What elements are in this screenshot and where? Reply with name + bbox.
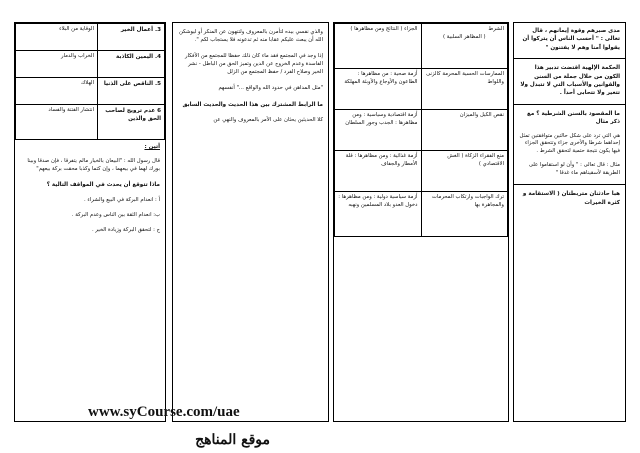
cause-cell: 5. الناقص على الذنيا [98,78,165,105]
header-condition [421,24,508,69]
paragraph: الحكمة الإلهية اقتضت تدبير هذا الكون من خلال جملة من السنن والقوانين والأسباب التي لا تتبدل ولا تتغير ولا تتحابى أحداً . [520,65,620,97]
result-cell: الوقاية من البلاء [16,24,98,51]
result-cell: انتشار الفتنة والفساد [16,105,98,140]
table-row [16,105,165,140]
condition-cell: الممارسات الحسية المحرمة كالزنى واللواط [421,69,508,110]
divider [514,184,625,185]
answer-text: كلا الحديثين يحثان على الأمر بالمعروف والنهي عن [213,117,323,124]
cause-cell: 6 عدم ترويج لصاحب الحق والذين [98,105,165,140]
condition-cell: نقص الكيل والميزان [421,110,508,151]
hadith-text: والذي نفسي بيده لتأمرن بالمعروف ولتنهون عن المنكر أو ليوشكن الله أن يبعث عليكم عقابا منه ثم تدعونه فلا يستجاب لكم ". [178,29,323,43]
site-name: موقع المناهج [195,432,270,448]
question-text: ما المقصود بالسنن الشرطية ؟ مع ذكر مثال [527,110,620,126]
header-condition-label: الشرط [488,26,504,32]
answer-b: ب: انعدام الثقة بين الناس وعدم البركة . [71,211,160,218]
exercise-section [15,140,165,244]
conditional-sunan-table [334,23,508,237]
section-label: أتين : [144,144,160,150]
cause-cell: 3. أعمال الخير [98,24,165,51]
condition-cell: ترك الواجبات وارتكاب المحرمات والمجاهرة بها [421,192,508,237]
divider [514,104,625,105]
column-2 [172,22,329,422]
result-cell: أزمة سياسية دولية : ومن مظاهرها : دخول العدو بلاد المسلمين ونهبه [335,192,422,237]
column-3 [333,22,509,422]
result-cell: أزمة اقتصادية وسياسية : ومن مظاهرها : الجدب وجور السلطان [335,110,422,151]
table-row [335,69,508,110]
paragraph: هبا حادثنان متربطتان ( الاستقامة و كثرة الخيرات [522,191,620,206]
table-row [335,151,508,192]
paragraph: إذا وجد في المجتمع فقد ماء كان ذلك حفظا للمجتمع من الأفكار الفاسدة وعدم الخروج عن الدين وتميز الحق من الباطل - نشر الخير وصلاح الفرد / حفظ المجتمع من الزلل [184,52,323,75]
table-row [335,192,508,237]
header-condition-sub: ( المظاهر السلبية ) [442,33,486,40]
result-cell: أزمة صحية : من مظاهرها : الطاعون والأوجاع والأوبئة المهلكة [335,69,422,110]
worksheet-page [14,22,626,422]
table-row [16,51,165,78]
hadith-text: "مثل المداهن في حدود الله والواقع ..." أنفسهم [218,84,323,91]
column-1 [14,22,166,422]
consequences-table [15,23,165,140]
paragraph: مدى صبرهم وقوة إيمانهم ، قال تعالى : " أحسب الناس أن يتركوا أن يقولوا آمنا وهم لا يفتنون " [522,28,620,51]
result-cell: أزمة غذائية : ومن مظاهرها : قلة الأمطار والجفاف [335,151,422,192]
condition-cell: منع الفقراء الزكاة ( الغش الاقتصادي ) [421,151,508,192]
divider [514,58,625,59]
result-cell: الخراب والدمار [16,51,98,78]
answer-c: ج : لتحقق البركة وزيادة الخير . [91,226,160,233]
column-4 [513,22,626,422]
answer-text: هي التي ترد على شكل حالتين متوافقتين تمثل إحداهما شرطا والأخرى جزاء وتتحقق الجزاء فيها يكون نتيجة حتمية لتحقق الشرط . [519,132,620,155]
answer-a: أ : انعدام البركة في البيع والشراء . [83,196,160,203]
table-row [16,78,165,105]
question-text: ماذا تتوقع أن يحدث في المواقف التالية ؟ [46,182,160,189]
question-text: ما الرابط المشترك بين هذا الحديث والحديث السابق [182,101,323,108]
table-header-row [335,24,508,69]
example-text: مثال : قال تعالى : " وأن لو استقاموا على الطريقة لأسقيناهم ماء غدقا " [528,162,620,177]
website-url[interactable]: www.syCourse.com/uae [88,404,240,420]
header-result: الجزاء ( النتائج ومن مظاهرها ) [335,24,422,69]
table-row [335,110,508,151]
result-cell: الهلاك [16,78,98,105]
hadith-text: قال رسول الله : "البيعان بالخيار مالم يتفرقا ، فإن صدقا وبينا بورك لهما في بيعهما ، وإن كتما وكذبا محقت بركة بيعهم" [27,158,160,173]
table-row [16,24,165,51]
cause-cell: 4. اليمين الكاذبة [98,51,165,78]
